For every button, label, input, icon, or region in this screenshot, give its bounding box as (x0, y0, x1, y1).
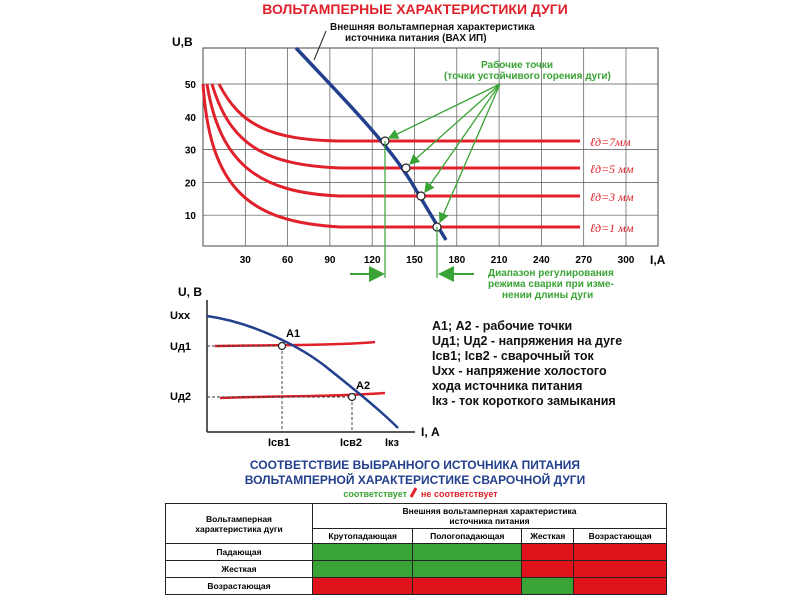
page-title: ВОЛЬТАМПЕРНЫЕ ХАРАКТЕРИСТИКИ ДУГИ (262, 1, 568, 17)
cell-1-3-not-fits (574, 561, 667, 578)
top-xtick-210: 210 (490, 255, 508, 266)
top-ytick-20: 20 (184, 178, 196, 190)
cell-2-2-fits (522, 578, 574, 595)
point-a1 (279, 343, 286, 350)
cell-2-0-not-fits (313, 578, 413, 595)
source-label-line1: Внешняя вольтамперная характеристика (330, 22, 535, 33)
compatibility-table (165, 503, 667, 595)
top-xtick-60: 60 (282, 255, 294, 266)
legend-line-6: Iкз - ток короткого замыкания (432, 394, 616, 408)
arc-label-1mm: ℓд=1 мм (590, 221, 634, 235)
row-label: Возрастающая (166, 578, 313, 595)
cell-1-2-not-fits (522, 561, 574, 578)
label-ikz: Iкз (385, 437, 400, 449)
work-point-5mm (402, 164, 410, 172)
arc-label-3mm: ℓд=3 мм (590, 190, 634, 204)
top-chart-ylabel: U,В (172, 35, 193, 49)
label-ud1: Uд1 (170, 341, 192, 353)
label-a2: А2 (356, 380, 371, 392)
table-body (166, 544, 667, 595)
top-chart-y-ticks (185, 80, 197, 222)
label-ud2: Uд2 (170, 391, 192, 403)
cell-1-1-fits (413, 561, 522, 578)
range-label-line3: нении длины дуги (502, 290, 594, 301)
source-label-line2: источника питания (ВАХ ИП) (345, 33, 487, 44)
top-xtick-270: 270 (575, 255, 593, 266)
header-line1: Внешняя вольтамперная характеристика (402, 506, 577, 516)
work-points-arrows (389, 84, 500, 222)
row-label: Жесткая (166, 561, 313, 578)
range-label-line2: режима сварки при изме- (488, 279, 614, 290)
col-header-2: Пологопадающая (413, 529, 522, 544)
legend-line-2: Uд1; Uд2 - напряжения на дуге (432, 334, 623, 348)
work-points-label-line1: Рабочие точки (481, 60, 554, 71)
slash-icon (411, 488, 416, 497)
top-xtick-300: 300 (617, 255, 635, 266)
bottom-chart-ylabel: U, В (178, 285, 202, 299)
top-ytick-10: 10 (184, 211, 196, 223)
header-line2: источника питания (449, 516, 530, 526)
top-ytick-50: 50 (184, 80, 196, 91)
cell-2-1-not-fits (413, 578, 522, 595)
bottom-chart (170, 285, 440, 449)
bottom-chart-xlabel: I, А (421, 425, 440, 439)
arc-label-5mm: ℓд=5 мм (590, 162, 634, 176)
match-title-line2: ВОЛЬТАМПЕРНОЙ ХАРАКТЕРИСТИКЕ СВАРОЧНОЙ ДУГИ (244, 473, 586, 487)
top-chart (172, 22, 666, 301)
legend-line-4: Uхх - напряжение холостого (432, 364, 607, 378)
label-a1: А1 (286, 328, 301, 340)
table-row (166, 544, 667, 561)
cell-0-3-not-fits (574, 544, 667, 561)
top-xtick-30: 30 (239, 255, 251, 266)
range-label-line1: Диапазон регулирования (488, 268, 614, 279)
source-label-pointer (314, 31, 326, 60)
legend-line-3: Iсв1; Iсв2 - сварочный ток (432, 349, 594, 363)
cell-0-1-fits (413, 544, 522, 561)
legend-fits: соответствует (343, 489, 407, 499)
col-header-3: Жесткая (522, 529, 574, 544)
arc-label-7mm: ℓд=7мм (590, 135, 631, 149)
corner-line2: характеристика дуги (195, 523, 283, 534)
legend-not-fits: не соответствует (421, 489, 498, 499)
label-icv1: Iсв1 (268, 437, 291, 449)
cell-1-0-fits (313, 561, 413, 578)
source-vac-curve (296, 48, 446, 240)
legend-line-5: хода источника питания (432, 379, 583, 393)
top-ytick-30: 30 (184, 145, 196, 157)
corner-line1: Вольтамперная (205, 513, 273, 524)
work-points-label-line2: (точки устойчивого горения дуги) (444, 71, 611, 82)
bottom-guides (207, 346, 352, 432)
legend-line-1: А1; А2 - рабочие точки (432, 319, 573, 333)
table-corner-header (166, 504, 313, 544)
col-header-4: Возрастающая (574, 529, 667, 544)
row-label: Падающая (166, 544, 313, 561)
label-uxx: Uхх (170, 310, 191, 322)
work-point-3mm (417, 192, 425, 200)
match-title-line1: СООТВЕТСТВИЕ ВЫБРАННОГО ИСТОЧНИКА ПИТАНИЯ (249, 458, 581, 472)
top-xtick-120: 120 (363, 255, 381, 266)
col-header-1: Крутопадающая (313, 529, 413, 544)
top-xtick-180: 180 (448, 255, 466, 266)
top-xtick-150: 150 (406, 255, 423, 266)
cell-0-0-fits (313, 544, 413, 561)
cell-2-3-not-fits (574, 578, 667, 595)
table-row (166, 578, 667, 595)
top-ytick-40: 40 (184, 112, 196, 124)
top-xtick-240: 240 (533, 255, 550, 266)
top-xtick-90: 90 (324, 255, 336, 266)
legend-block (432, 319, 622, 408)
label-icv2: Iсв2 (340, 437, 363, 449)
top-chart-xlabel: I,A (650, 253, 666, 267)
cell-0-2-not-fits (522, 544, 574, 561)
bottom-source-curve (207, 316, 398, 428)
point-a2 (349, 394, 356, 401)
table-main-header (313, 504, 667, 529)
table-row (166, 561, 667, 578)
arc-curve-5mm (212, 84, 580, 168)
